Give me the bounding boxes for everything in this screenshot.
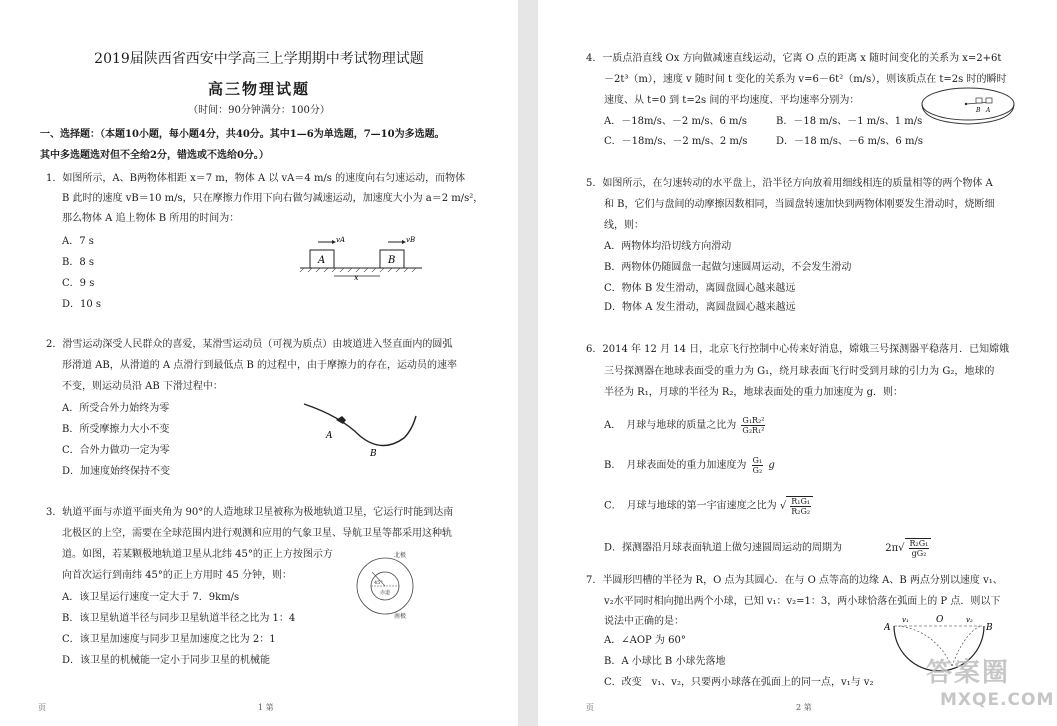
q5-option-b: B．两物体仍随圆盘一起做匀速圆周运动，不会发生滑动 [604, 262, 852, 273]
q6-option-b-fraction: $\frac{\text{G₁}}{\text{G₂}}$ [752, 456, 763, 475]
q3-option-a: A．该卫星运行速度一定大于 7．9km/s [62, 592, 240, 603]
q3-option-b: B．该卫星轨道半径与同步卫星轨道半径之比为 1：4 [62, 613, 296, 624]
section-header-line1: 一、选择题：（本题10小题，每小题4分，共40分。其中1—6为单选题，7—10为多选题。 [40, 129, 445, 140]
q6-option-c-fraction: $\frac{\text{R₁G₁}}{\text{R₂G₂}}$ [791, 497, 811, 516]
q7-line3: 说法中正确的是： [604, 616, 684, 627]
left-footer-page-marker: 页 [38, 703, 46, 712]
q1-line3: 那么物体 A 追上物体 B 所用的时间为： [62, 213, 240, 224]
q2-line3: 不变，则运动员沿 AB 下滑过程中： [62, 381, 223, 392]
q3-line2: 北极区的上空，需要在全球范围内进行观测和应用的气象卫星、导航卫星等都采用这种轨 [62, 528, 452, 539]
right-page [538, 0, 1057, 726]
bowl-v1-label: v₁ [902, 616, 909, 624]
q3-line3: 道。如图，若某颗极地轨道卫星从北纬 45°的正上方按图示方 [62, 549, 333, 560]
q5-line1: 5．如图所示，在匀速转动的水平盘上，沿半径方向放着用细线相连的质量相等的两个物体 A [586, 178, 993, 189]
section-header-line2: 其中多选题选对但不全给2分，错选或不选给0分。） [40, 150, 269, 161]
point-a-label: A [326, 431, 333, 441]
watermark-logo: 答案圈 [926, 658, 1011, 688]
q3-line4: 向首次运行到南纬 45°的正上方用时 45 分钟，则： [62, 570, 292, 581]
right-footer-page-number: 2 第 [796, 703, 812, 712]
va-label: vA [336, 236, 346, 244]
left-footer-page-number: 1 第 [258, 703, 274, 712]
q5-option-a: A．两物体均沿切线方向滑动 [604, 241, 732, 252]
q7-line2: v₂水平同时相向抛出两个小球，已知 v₁：v₂=1：3，两小球恰落在弧面上的 P 点．则以下 [604, 596, 1001, 607]
q2-option-d: D．加速度始终保持不变 [62, 466, 171, 477]
time-info: （时间：90分钟满分：100分） [188, 105, 330, 116]
left-page [0, 0, 518, 726]
q5-option-d: D．物体 A 发生滑动，离圆盘圆心越来越远 [604, 302, 796, 313]
q2-line1: 2．滑雪运动深受人民群众的喜爱，某滑雪运动员（可视为质点）由坡道进入竖直面内的圆弧 [46, 339, 453, 350]
q5-line2: 和 B，它们与盘间的动摩擦因数相同，当圆盘转速加快到两物体刚要发生滑动时，烧断细 [604, 199, 995, 210]
q3-option-d: D．该卫星的机械能一定小于同步卫星的机械能 [62, 655, 271, 666]
equator-label: 赤道 [380, 590, 391, 596]
q6-line1: 6．2014 年 12 月 14 日，北京飞行控制中心传来好消息，嫦娥三号探测器平稳落月．已知嫦娥 [586, 344, 1010, 355]
angle-label: 45° [374, 580, 383, 586]
q1-line1: 1．如图所示，A、B两物体相距 x＝7 m，物体 A 以 vA＝4 m/s 的速度向右匀速运动，而物体 [46, 173, 466, 184]
q6-option-d: D．探测器沿月球表面轨道上做匀速圆周运动的周期为 2π√ $\frac{\text{R₂G₁}}{\text{gG₂}}$ [604, 538, 931, 558]
block-b-label: B [388, 255, 396, 266]
q2-slope-figure [300, 398, 420, 460]
north-pole-label: 北极 [394, 552, 407, 559]
q6-option-a: A． 月球与地球的质量之比为 $\frac{\text{G₁R₂²}}{\text{G₂R₁²}}$ [604, 416, 765, 435]
q4-option-b: B．－18 m/s、－1 m/s、1 m/s [776, 116, 923, 127]
point-b-label: B [370, 449, 377, 459]
x-label: x [354, 273, 359, 282]
q4-option-d: D．－18 m/s、－6 m/s、6 m/s [776, 136, 923, 147]
q6-option-a-fraction: $\frac{\text{G₁R₂²}}{\text{G₂R₁²}}$ [742, 416, 765, 435]
q7-option-b: B．A 小球比 B 小球先落地 [604, 656, 726, 667]
q4-option-a: A．－18m/s、－2 m/s、6 m/s [604, 116, 747, 127]
q4-option-c: C．－18m/s、－2 m/s、2 m/s [604, 136, 748, 147]
exam-subtitle: 高三物理试题 [207, 80, 310, 98]
q4-line3: 速度、从 t=0 到 t=2s 间的平均速度、平均速率分别为： [604, 95, 860, 106]
q1-option-b: B．8 s [62, 257, 95, 268]
q7-line1: 7．半圆形凹槽的半径为 R，O 点为其圆心．在与 O 点等高的边缘 A、B 两点分别以速度 v₁、 [586, 575, 1003, 586]
q1-option-c: C．9 s [62, 278, 95, 289]
q3-orbit-figure [352, 550, 418, 620]
q2-line2: 形滑道 AB，从滑道的 A 点滑行到最低点 B 的过程中，由于摩擦力的存在，运动员的速率 [62, 360, 458, 371]
bowl-b-label: B [986, 623, 993, 633]
disc-a-label: A [986, 107, 991, 114]
bowl-o-label: O [936, 615, 944, 625]
bowl-v2-label: v₂ [966, 616, 973, 624]
block-a-label: A [318, 255, 326, 266]
q1-blocks-figure [296, 232, 426, 282]
q3-line1: 3．轨道平面与赤道平面夹角为 90°的人造地球卫星被称为极地轨道卫星，它运行时能到达南 [46, 507, 454, 518]
q7-option-a: A．∠AOP 为 60° [604, 635, 686, 646]
q6-option-b: B． 月球表面处的重力加速度为 $\frac{\text{G₁}}{\text{G₂}}$ g [604, 456, 775, 475]
q4-disc-figure [918, 82, 1018, 128]
q1-option-d: D．10 s [62, 299, 102, 310]
q7-option-c: C．改变 v₁、v₂，只要两小球落在弧面上的同一点，v₁与 v₂ [604, 677, 874, 688]
q1-line2: B 此时的速度 vB＝10 m/s，只在摩擦力作用下向右做匀减速运动，加速度大小为 a＝2 m/s²， [62, 193, 484, 204]
q2-option-c: C．合外力做功一定为零 [62, 445, 170, 456]
bowl-a-label: A [884, 623, 891, 633]
q4-line2: －2t³（m），速度 v 随时间 t 变化的关系为 v=6－6t²（m/s），则该质点在 t=2s 时的瞬时 [604, 74, 1007, 85]
q5-line3: 线，则： [604, 220, 644, 231]
q1-option-a: A．7 s [62, 236, 94, 247]
vb-label: vB [406, 236, 416, 244]
q4-line1: 4．一质点沿直线 Ox 方向做减速直线运动，它离 O 点的距离 x 随时间变化的关系为 x=2+6t [586, 53, 1002, 64]
south-pole-label: 南极 [394, 613, 407, 620]
q6-option-c: C． 月球与地球的第一宇宙速度之比为 √ $\frac{\text{R₁G₁}}{\text{R₂G₂}}$ [604, 496, 813, 516]
q6-line2: 三号探测器在地球表面受的重力为 G₁，绕月球表面飞行时受到月球的引力为 G₂，地球的 [604, 366, 995, 377]
right-footer-page-marker: 页 [586, 703, 594, 712]
q2-option-a: A．所受合外力始终为零 [62, 403, 170, 414]
q3-option-c: C．该卫星加速度与同步卫星加速度之比为 2：1 [62, 634, 276, 645]
q6-option-d-fraction: $\frac{\text{R₂G₁}}{\text{gG₂}}$ [909, 539, 929, 558]
q5-option-c: C．物体 B 发生滑动，离圆盘圆心越来越远 [604, 283, 796, 294]
disc-b-label: B [976, 107, 981, 114]
q2-option-b: B．所受摩擦力大小不变 [62, 424, 170, 435]
q6-line3: 半径为 R₁，月球的半径为 R₂，地球表面处的重力加速度为 g．则： [604, 387, 904, 398]
exam-title: 2019届陕西省西安中学高三上学期期中考试物理试题 [94, 51, 424, 67]
page-gutter [518, 0, 538, 726]
watermark-url: MXQE.COM [940, 690, 1055, 710]
